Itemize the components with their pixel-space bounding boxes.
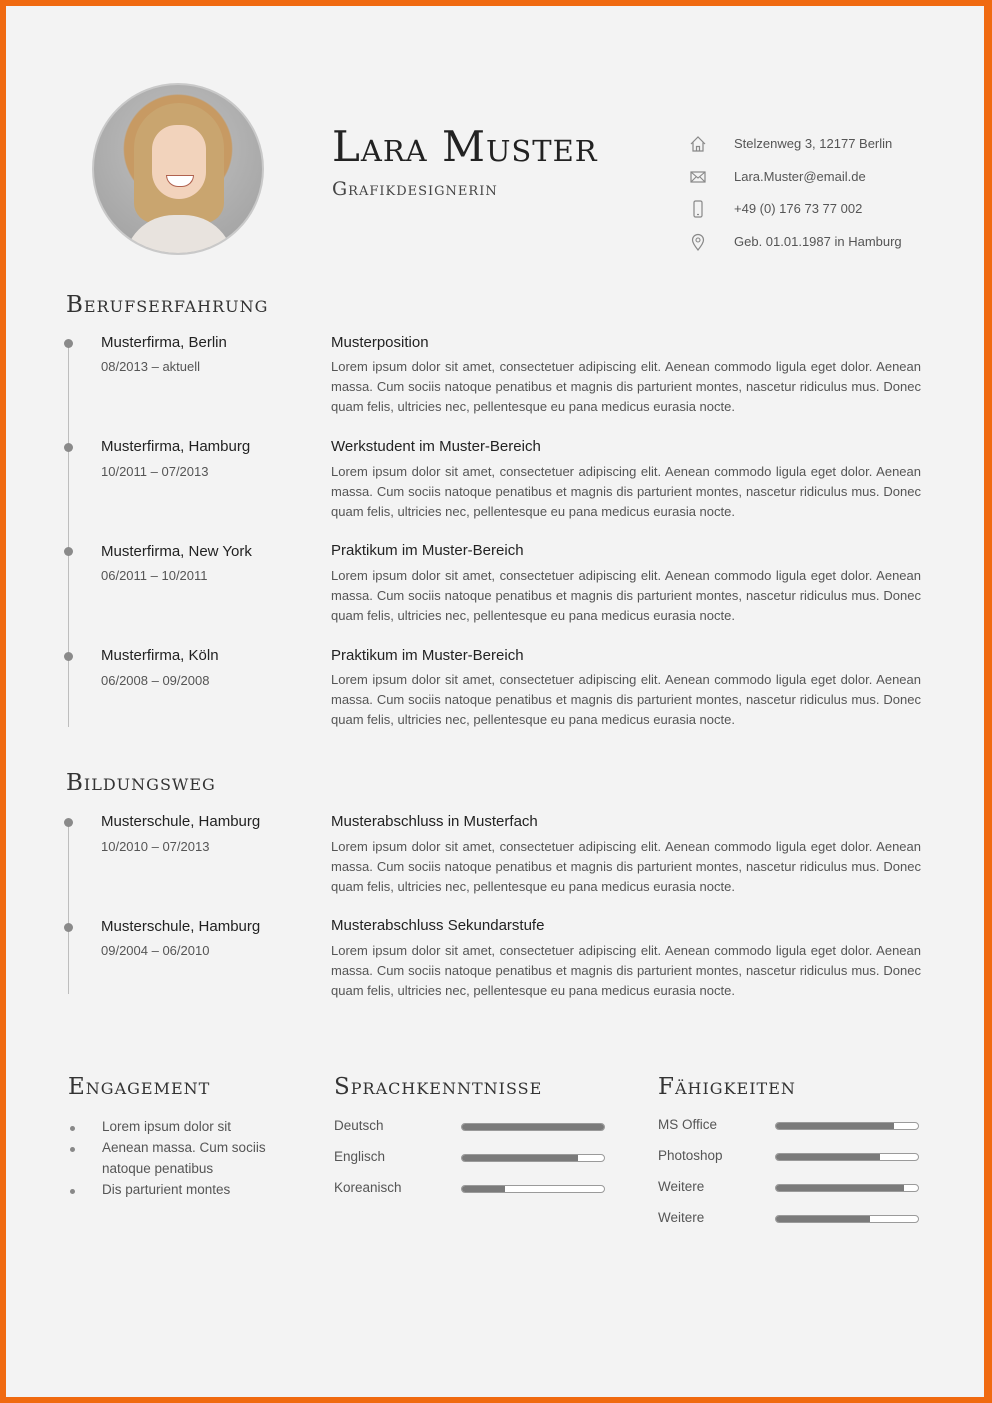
language-level-bar [461,1154,605,1162]
engagement-item: Aenean massa. Cum sociis natoque penatibus [102,1140,266,1176]
section-title-education: Bildungsweg [66,770,216,796]
timeline-dot [64,923,73,932]
skill-label: MS Office [658,1117,718,1132]
contact-birth-text: Geb. 01.01.1987 in Hamburg [734,234,902,249]
experience-description: Lorem ipsum dolor sit amet, consectetuer adipiscing elit. Aenean commodo ligula eget dolor. Aenean massa. Cum sociis natoque penatibus et magnis dis parturient montes, nascetur ridiculus mus. Donec quam felis, ultricies nec, pellentesque eu pana medicus eurasia nocte. [331,359,921,414]
experience-position: Werkstudent im Muster-Bereich [331,438,541,455]
education-timeline-line [68,822,69,994]
experience-date: 10/2011 – 07/2013 [101,464,209,479]
contact-email-text: Lara.Muster@email.de [734,169,866,184]
language-level-bar [461,1123,605,1131]
level-fill [776,1216,870,1222]
contact-phone [688,199,978,219]
experience-org: Musterfirma, Berlin [101,334,227,351]
job-title: Grafikdesignerin [332,178,498,200]
contact-address-text: Stelzenweg 3, 12177 Berlin [734,136,893,151]
level-fill [776,1154,880,1160]
resume-page [6,6,984,1397]
contact-birth [688,232,978,252]
timeline-dot [64,547,73,556]
level-fill [776,1185,904,1191]
home-icon [688,134,708,154]
language-level-bar [461,1185,605,1193]
skill-level-bar [775,1215,919,1223]
profile-photo [92,83,264,255]
experience-date: 06/2011 – 10/2011 [101,568,208,583]
experience-org: Musterfirma, Köln [101,647,219,664]
education-date: 10/2010 – 07/2013 [101,839,210,854]
skill-label: Photoshop [658,1148,723,1163]
experience-org: Musterfirma, New York [101,543,252,560]
timeline-dot [64,818,73,827]
timeline-dot [64,443,73,452]
experience-timeline-line [68,343,69,727]
skill-level-bar [775,1153,919,1161]
language-label: Englisch [334,1149,386,1164]
experience-position: Praktikum im Muster-Bereich [331,647,524,664]
bullet-dot [70,1147,75,1152]
experience-date: 06/2008 – 09/2008 [101,673,210,688]
bullet-dot [70,1189,75,1194]
experience-position: Praktikum im Muster-Bereich [331,542,524,559]
level-fill [462,1186,505,1192]
bullet-dot [70,1126,75,1131]
education-org: Musterschule, Hamburg [101,918,261,935]
education-description: Lorem ipsum dolor sit amet, consectetuer adipiscing elit. Aenean commodo ligula eget dolor. Aenean massa. Cum sociis natoque penatibus et magnis dis parturient montes, nascetur ridiculus mus. Donec quam felis, ultricies nec, pellentesque eu pana medicus eurasia nocte. [331,943,921,998]
contact-address [688,134,978,154]
section-title-skills: Fähigkeiten [658,1074,796,1100]
contact-email [688,167,978,187]
experience-description: Lorem ipsum dolor sit amet, consectetuer adipiscing elit. Aenean commodo ligula eget dolor. Aenean massa. Cum sociis natoque penatibus et magnis dis parturient montes, nascetur ridiculus mus. Donec quam felis, ultricies nec, pellentesque eu pana medicus eurasia nocte. [331,464,921,519]
mail-icon [688,167,708,187]
location-pin-icon [688,232,708,252]
education-date: 09/2004 – 06/2010 [101,943,210,958]
phone-icon [688,199,708,219]
experience-position: Musterposition [331,334,429,351]
timeline-dot [64,652,73,661]
experience-date: 08/2013 – aktuell [101,359,201,374]
person-name: Lara Muster [332,122,598,171]
timeline-dot [64,339,73,348]
language-label: Koreanisch [334,1180,402,1195]
education-degree: Musterabschluss in Musterfach [331,813,538,830]
skill-label: Weitere [658,1210,705,1225]
skill-level-bar [775,1184,919,1192]
engagement-item: Dis parturient montes [102,1182,231,1197]
language-label: Deutsch [334,1118,384,1133]
education-degree: Musterabschluss Sekundarstufe [331,917,545,934]
level-fill [776,1123,894,1129]
section-title-engagement: Engagement [68,1074,211,1100]
education-description: Lorem ipsum dolor sit amet, consectetuer adipiscing elit. Aenean commodo ligula eget dolor. Aenean massa. Cum sociis natoque penatibus et magnis dis parturient montes, nascetur ridiculus mus. Donec quam felis, ultricies nec, pellentesque eu pana medicus eurasia nocte. [331,839,921,894]
experience-description: Lorem ipsum dolor sit amet, consectetuer adipiscing elit. Aenean commodo ligula eget dolor. Aenean massa. Cum sociis natoque penatibus et magnis dis parturient montes, nascetur ridiculus mus. Donec quam felis, ultricies nec, pellentesque eu pana medicus eurasia nocte. [331,568,921,623]
experience-org: Musterfirma, Hamburg [101,438,251,455]
section-title-languages: Sprachkenntnisse [334,1074,543,1100]
engagement-item: Lorem ipsum dolor sit [102,1119,232,1134]
level-fill [462,1124,604,1130]
skill-label: Weitere [658,1179,705,1194]
level-fill [462,1155,578,1161]
contact-phone-text: +49 (0) 176 73 77 002 [734,201,863,216]
section-title-experience: Berufserfahrung [66,292,269,318]
skill-level-bar [775,1122,919,1130]
education-org: Musterschule, Hamburg [101,813,261,830]
experience-description: Lorem ipsum dolor sit amet, consectetuer adipiscing elit. Aenean commodo ligula eget dolor. Aenean massa. Cum sociis natoque penatibus et magnis dis parturient montes, nascetur ridiculus mus. Donec quam felis, ultricies nec, pellentesque eu pana medicus eurasia nocte. [331,672,921,727]
